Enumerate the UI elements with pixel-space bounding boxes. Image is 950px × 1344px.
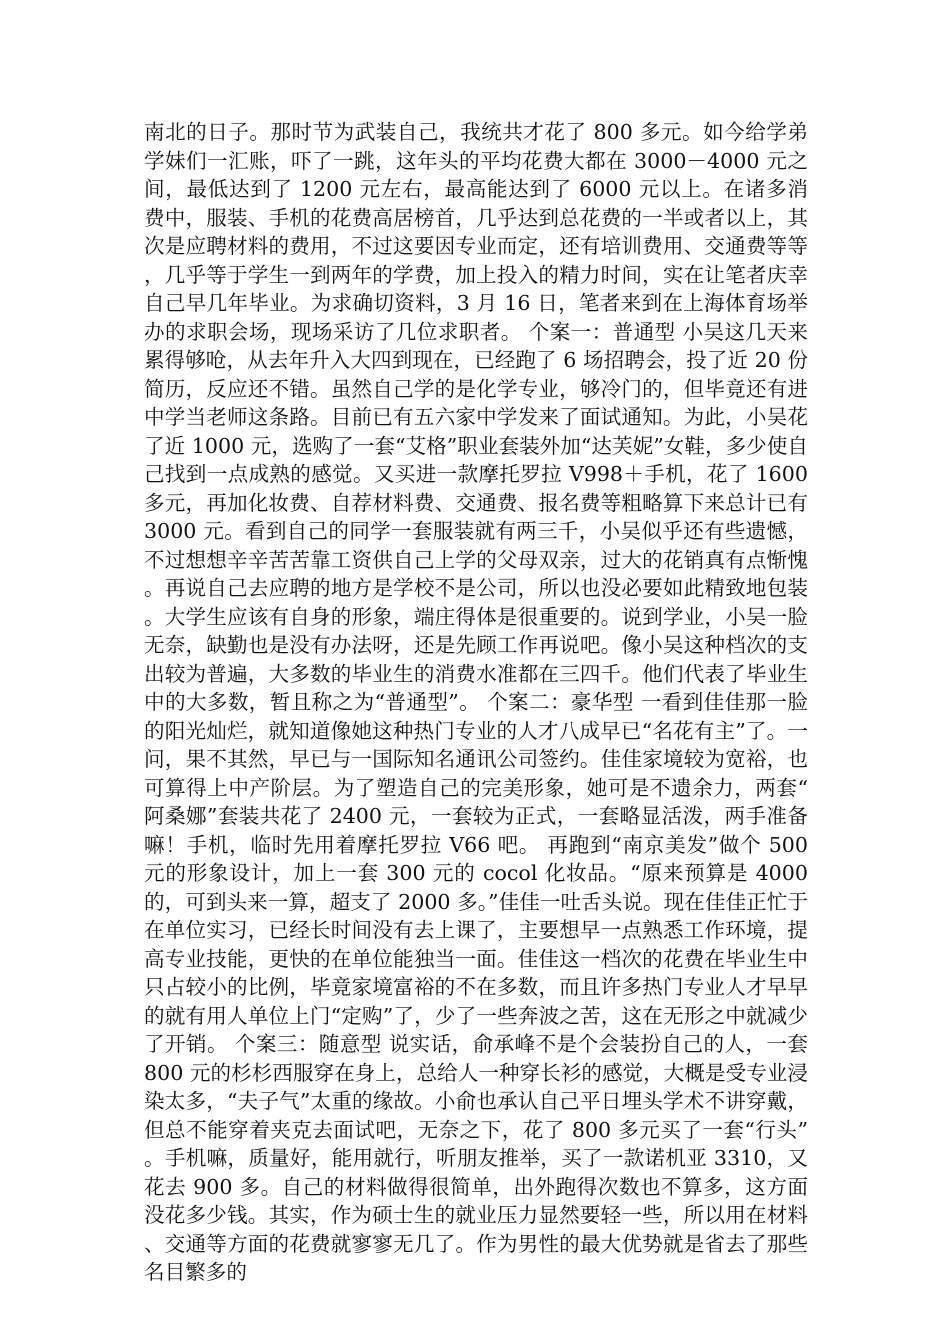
body-paragraph: 南北的日子。那时节为武装自己，我统共才花了 800 多元。如今给学弟学妹们一汇账，吓了一跳，这年头的平均花费大都在 3000－4000 元之间，最低达到了 1200 元左右，最高能达到了 6000 元以上。在诸多消费中，服装、手机的花费高居榜首，几乎达到总花费的一半或者以上，其次是应聘材料的费用，不过这要因专业而定，还有培训费用、交通费等等，几乎等于学生一到两年的学费，加上投入的精力时间，实在让笔者庆幸自己早几年毕业。为求确切资料，3 月 16 日，笔者来到在上海体育场举办的求职会场，现场采访了几位求职者。 个案一：普通型 小吴这几天来累得够呛，从去年升入大四到现在，已经跑了 6 场招聘会，投了近 20 份简历，反应还不错。虽然自己学的是化学专业，够冷门的，但毕竟还有进中学当老师这条路。目前已有五六家中学发来了面试通知。为此，小吴花了近 1000 元，选购了一套“艾格”职业套装外加“达芙妮”女鞋，多少使自己找到一点成熟的感觉。又买进一款摩托罗拉 V998＋手机，花了 1600 多元，再加化妆费、自荐材料费、交通费、报名费等粗略算下来总计已有 3000 元。看到自己的同学一套服装就有两三千，小吴似乎还有些遗憾，不过想想辛辛苦苦靠工资供自己上学的父母双亲，过大的花销真有点惭愧。再说自己去应聘的地方是学校不是公司，所以也没必要如此精致地包装。大学生应该有自身的形象，端庄得体是很重要的。说到学业，小吴一脸无奈，缺勤也是没有办法呀，还是先顾工作再说吧。像小吴这种档次的支出较为普遍，大多数的毕业生的消费水准都在三四千。他们代表了毕业生中的大多数，暂且称之为“普通型”。 个案二：豪华型 一看到佳佳那一脸的阳光灿烂，就知道像她这种热门专业的人才八成早已“名花有主”了。一问，果不其然，早已与一国际知名通讯公司签约。佳佳家境较为宽裕，也可算得上中产阶层。为了塑造自己的完美形象，她可是不遗余力，两套“阿桑娜”套装共花了 2400 元，一套较为正式，一套略显活泼，两手准备嘛！手机，临时先用着摩托罗拉 V66 吧。 再跑到“南京美发”做个 500 元的形象设计，加上一套 300 元的 cocol 化妆品。“原来预算是 4000 的，可到头来一算，超支了 2000 多。”佳佳一吐舌头说。现在佳佳正忙于在单位实习，已经长时间没有去上课了，主要想早一点熟悉工作环境，提高专业技能，更快的在单位能独当一面。佳佳这一档次的花费在毕业生中只占较小的比例，毕竟家境富裕的不在多数，而且许多热门专业人才早早的就有用人单位上门“定购”了，少了一些奔波之苦，这在无形之中就减少了开销。 个案三：随意型 说实话，俞承峰不是个会装扮自己的人，一套 800 元的杉杉西服穿在身上，总给人一种穿长衫的感觉，大概是受专业浸染太多，“夫子气”太重的缘故。小俞也承认自己平日埋头学术不讲穿戴，但总不能穿着夹克去面试吧，无奈之下，花了 800 多元买了一套“行头”。手机嘛，质量好，能用就行，听朋友推举，买了一款诺机亚 3310，又花去 900 多。自己的材料做得很简单，出外跑得次数也不算多，这方面没花多少钱。其实，作为硕士生的就业压力显然要轻一些，所以用在材料、交通等方面的花费就寥寥无几了。作为男性的最大优势就是省去了那些名目繁多的 (144, 120, 808, 1284)
